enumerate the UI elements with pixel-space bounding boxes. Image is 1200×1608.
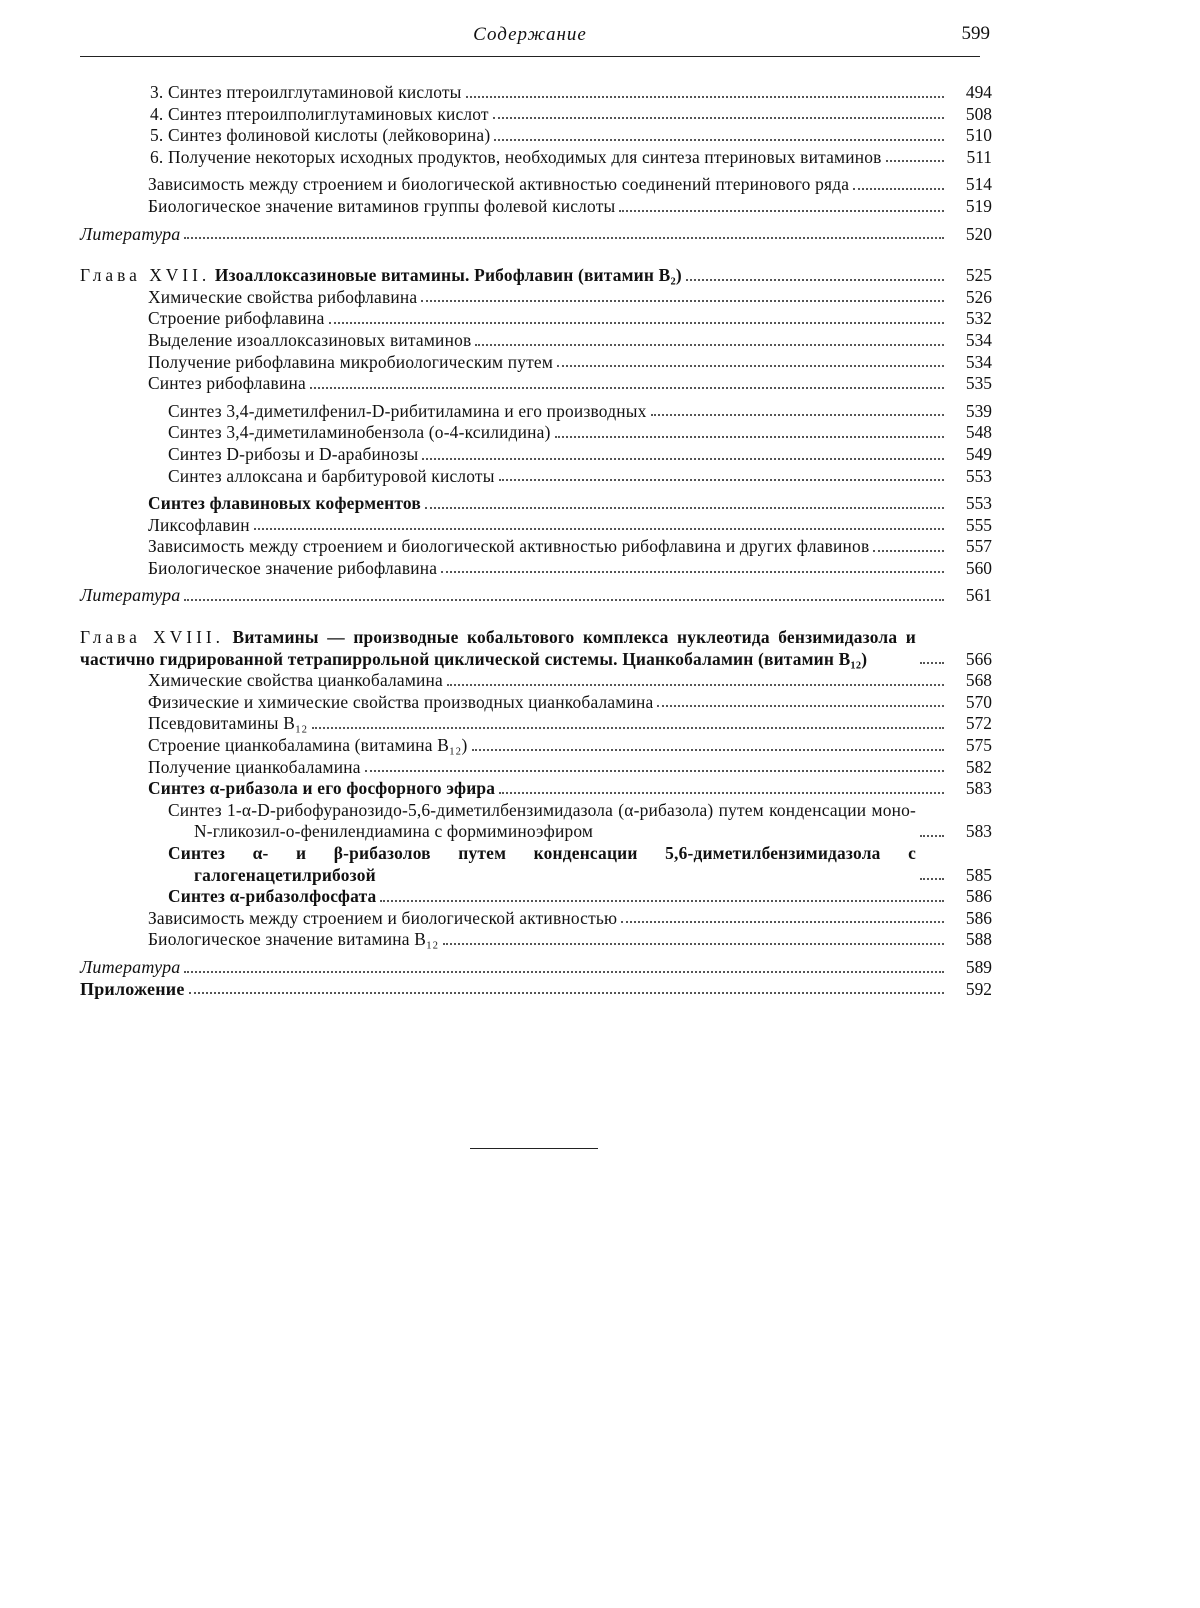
- running-title: Содержание: [473, 24, 587, 45]
- end-rule: [470, 1148, 598, 1149]
- page-number: 599: [961, 23, 990, 44]
- toc-subentry: Синтез 3,4-диметиламинобензола (о-4-ксилидина) 548: [168, 422, 992, 443]
- toc-chapter-18: Глава XVIII. Витамины — производные кобальтового комплекса нуклеотида бензимидазола и частично гидрированной тетрапиррольной циклической системы. Цианкобаламин (витамин B₁₂) 566: [80, 627, 992, 669]
- toc-subentry: Синтез аллоксана и барбитуровой кислоты 553: [168, 465, 992, 486]
- table-of-contents: [80, 82, 992, 1000]
- toc-appendix: Приложение 592: [80, 978, 992, 999]
- toc-literature: Литература 561: [80, 585, 992, 606]
- toc-subentry: Синтез D-рибозы и D-арабинозы 549: [168, 443, 992, 464]
- toc-literature: Литература 589: [80, 956, 992, 977]
- toc-entry: Ликсофлавин 555: [148, 514, 992, 535]
- toc-subentry: Синтез 3,4-диметилфенил-D-рибитиламина и его производных 539: [168, 400, 992, 421]
- toc-entry: Синтез флавиновых коферментов 553: [148, 493, 992, 514]
- toc-subentry: Синтез α-рибазолфосфата 586: [168, 886, 992, 907]
- running-header: [80, 22, 990, 57]
- toc-entry: Выделение изоаллоксазиновых витаминов 534: [148, 329, 992, 350]
- toc-entry: Химические свойства цианкобаламина 568: [148, 670, 992, 691]
- toc-entry: Зависимость между строением и биологической активностью рибофлавина и других флавинов 557: [148, 536, 992, 557]
- toc-subentry: Синтез α- и β-рибазолов путем конденсации 5,6-диметилбензимидазола с галогенацетилрибозой 585: [168, 843, 992, 885]
- toc-entry: 6. Получение некоторых исходных продуктов, необходимых для синтеза птериновых витаминов 511: [150, 146, 992, 167]
- toc-entry: Синтез рибофлавина 535: [148, 373, 992, 394]
- toc-entry: 4. Синтез птероилполиглутаминовых кислот 508: [150, 103, 992, 124]
- toc-entry: 5. Синтез фолиновой кислоты (лейковорина) 510: [150, 125, 992, 146]
- toc-literature: Литература 520: [80, 223, 992, 244]
- toc-entry: Строение цианкобаламина (витамина B₁₂) 575: [148, 735, 992, 756]
- toc-entry: Зависимость между строением и биологической активностью 586: [148, 907, 992, 928]
- toc-entry: Физические и химические свойства производных цианкобаламина 570: [148, 691, 992, 712]
- toc-entry: Получение цианкобаламина 582: [148, 756, 992, 777]
- toc-entry: Строение рибофлавина 532: [148, 308, 992, 329]
- toc-entry: Химические свойства рибофлавина 526: [148, 286, 992, 307]
- toc-entry: 3. Синтез птероилглутаминовой кислоты 494: [150, 82, 992, 102]
- toc-chapter-17: Глава XVII. Изоаллоксазиновые витамины. Рибофлавин (витамин B₂) 525: [80, 265, 992, 286]
- toc-entry: Зависимость между строением и биологической активностью соединений птеринового ряда 514: [148, 174, 992, 195]
- toc-entry: Биологическое значение рибофлавина 560: [148, 557, 992, 578]
- toc-entry: Биологическое значение витамина B₁₂ 588: [148, 929, 992, 950]
- toc-entry: Псевдовитамины B₁₂ 572: [148, 713, 992, 734]
- toc-entry: Получение рибофлавина микробиологическим путем 534: [148, 351, 992, 372]
- toc-entry: Биологическое значение витаминов группы фолевой кислоты 519: [148, 195, 992, 216]
- toc-subentry: Синтез 1-α-D-рибофуранозидо-5,6-диметилбензимидазола (α-рибазола) путем конденсации моно-N-гликозил-о-фенилендиамина с формиминоэфиром 583: [168, 799, 992, 842]
- toc-entry: Синтез α-рибазола и его фосфорного эфира 583: [148, 778, 992, 799]
